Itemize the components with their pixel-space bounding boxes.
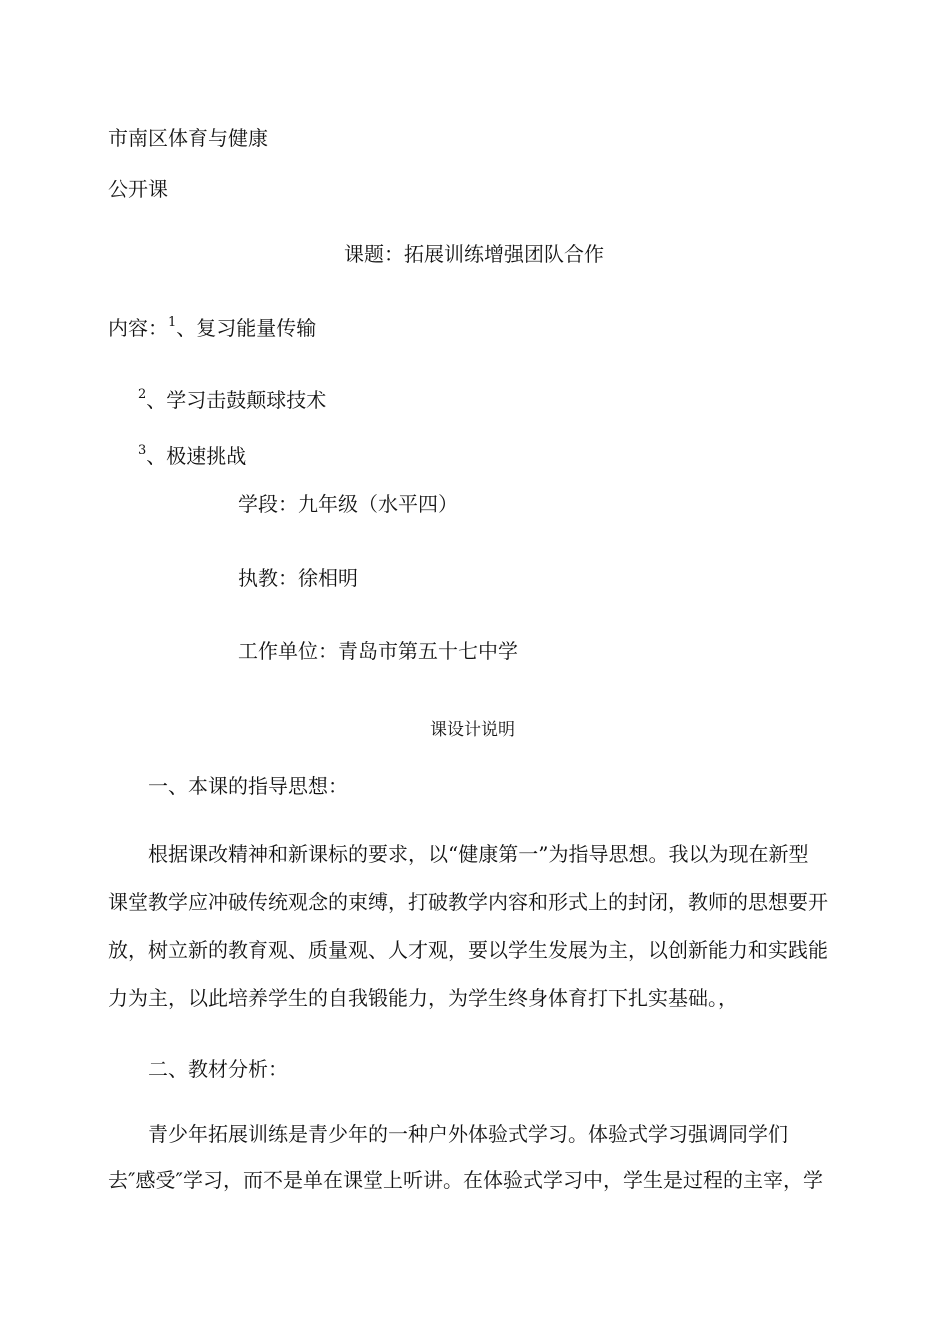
section-2-line-2: 去″感受″学习，而不是单在课堂上听讲。在体验式学习中，学生是过程的主宰，学 xyxy=(108,1168,823,1192)
section-1-line-3: 放，树立新的教育观、质量观、人才观，要以学生发展为主，以创新能力和实践能 xyxy=(108,938,828,962)
teacher-info: 执教：徐相明 xyxy=(238,566,358,590)
content-item-1-number: 1 xyxy=(168,315,177,330)
section-1-line-2: 课堂教学应冲破传统观念的束缚，打破教学内容和形式上的封闭，教师的思想要开 xyxy=(108,890,828,914)
content-item-3-text: 、极速挑战 xyxy=(146,444,247,468)
section-2-line-1: 青少年拓展训练是青少年的一种户外体验式学习。体验式学习强调同学们 xyxy=(148,1122,788,1146)
content-item-1 xyxy=(108,314,316,346)
header-line-1: 市南区体育与健康 xyxy=(108,126,268,150)
content-label: 内容： xyxy=(108,316,168,340)
unit-info: 工作单位：青岛市第五十七中学 xyxy=(238,639,518,663)
lesson-title: 课题：拓展训练增强团队合作 xyxy=(344,242,604,266)
section-1-title: 一、本课的指导思想： xyxy=(148,774,348,798)
header-line-2: 公开课 xyxy=(108,177,168,201)
section-2-title: 二、教材分析： xyxy=(148,1057,288,1081)
content-item-3-number: 3 xyxy=(138,443,147,458)
grade-info: 学段：九年级（水平四） xyxy=(238,492,458,516)
content-item-3 xyxy=(138,442,246,474)
content-item-2 xyxy=(138,386,326,418)
design-heading: 课设计说明 xyxy=(430,720,515,740)
content-item-1-text: 、复习能量传输 xyxy=(176,316,317,340)
section-1-line-4: 力为主，以此培养学生的自我锻能力，为学生终身体育打下扎实基础。， xyxy=(108,986,738,1010)
content-item-2-number: 2 xyxy=(138,387,147,402)
section-1-line-1: 根据课改精神和新课标的要求，以“健康第一”为指导思想。我以为现在新型 xyxy=(148,842,809,866)
content-item-2-text: 、学习击鼓颠球技术 xyxy=(146,388,327,412)
